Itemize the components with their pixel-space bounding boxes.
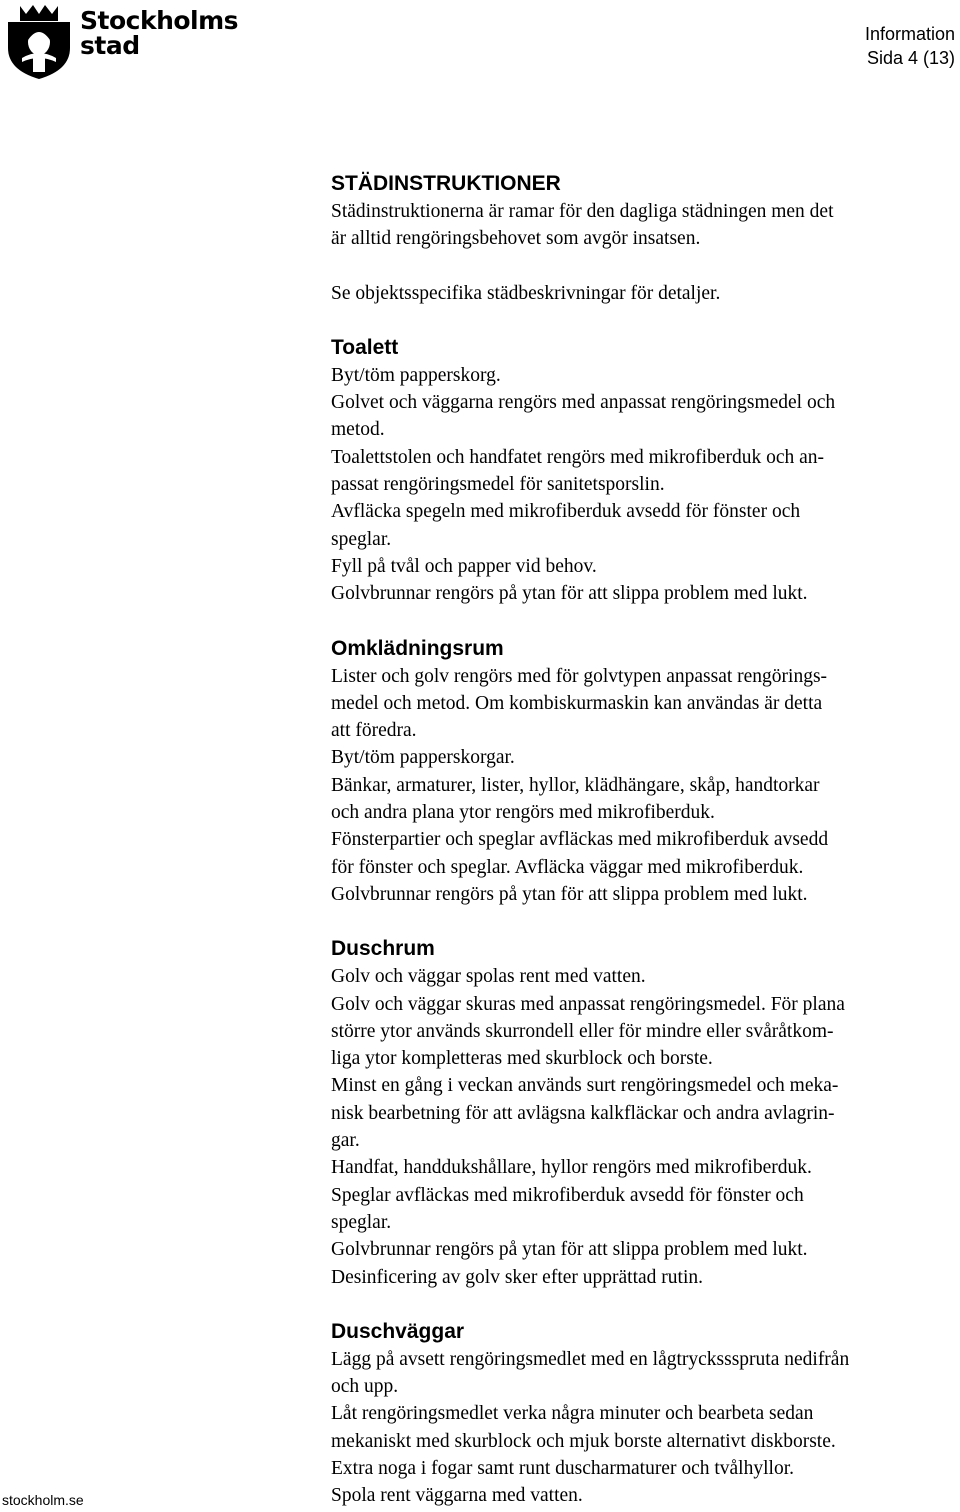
section-line: speglar. <box>331 528 392 550</box>
section-line: Bänkar, armaturer, lister, hyllor, klädhängare, skåp, handtorkar <box>331 774 820 796</box>
section-line: och andra plana ytor rengörs med mikrofiberduk. <box>331 802 715 824</box>
section-line: metod. <box>331 419 385 441</box>
section-line: Fyll på tvål och papper vid behov. <box>331 555 597 577</box>
logo-wordmark <box>80 8 238 58</box>
section-line: Byt/töm papperskorg. <box>331 364 501 386</box>
section-line: Toalettstolen och handfatet rengörs med mikrofiberduk och an- <box>331 446 825 468</box>
section-line: Golvbrunnar rengörs på ytan för att slippa problem med lukt. <box>331 1239 808 1261</box>
section-line: Desinficering av golv sker efter upprättad rutin. <box>331 1266 703 1288</box>
logo-line-1: Stockholms <box>80 6 239 35</box>
main-title: STÄDINSTRUKTIONER <box>331 172 561 195</box>
section-duschrum <box>331 935 951 1318</box>
footer-site: stockholm.se <box>2 1492 84 1508</box>
section-toalett <box>331 334 951 635</box>
logo-line-2: stad <box>80 31 140 60</box>
page-number: Sida 4 (13) <box>866 48 955 68</box>
section-omkladningsrum <box>331 635 951 936</box>
section-line: Extra noga i fogar samt runt duscharmaturer och tvålhyllor. <box>331 1457 794 1479</box>
section-line: medel och metod. Om kombiskurmaskin kan användas är detta <box>331 692 823 714</box>
section-line: gar. <box>331 1130 360 1152</box>
section-line: mekaniskt med skurblock och mjuk borste alternativt diskborste. <box>331 1430 836 1452</box>
stockholms-stad-logo <box>6 2 246 80</box>
section-line: Byt/töm papperskorgar. <box>331 747 515 769</box>
section-line: passat rengöringsmedel för sanitetsporslin. <box>331 474 665 496</box>
section-title: Omklädningsrum <box>331 636 504 660</box>
section-line: Spola rent väggarna med vatten. <box>331 1485 583 1507</box>
section-line: Golvet och väggarna rengörs med anpassat rengöringsmedel och <box>331 392 836 414</box>
section-line: Golv och väggar skuras med anpassat rengöringsmedel. För plana <box>331 993 845 1015</box>
section-line: Låt rengöringsmedlet verka några minuter och bearbeta sedan <box>331 1403 814 1425</box>
document-body <box>331 170 951 1510</box>
section-line: Avfläcka spegeln med mikrofiberduk avsedd för fönster och <box>331 501 801 523</box>
section-line: att föredra. <box>331 720 417 742</box>
section-line: Fönsterpartier och speglar avfläckas med mikrofiberduk avsedd <box>331 829 829 851</box>
intro-section <box>331 170 951 334</box>
section-title: Duschväggar <box>331 1319 465 1343</box>
section-line: Lägg på avsett rengöringsmedlet med en lågtryckssspruta nedifrån <box>331 1348 850 1370</box>
section-line: och upp. <box>331 1376 399 1398</box>
intro-note: Se objektsspecifika städbeskrivningar för detaljer. <box>331 282 721 304</box>
city-crest-icon <box>6 2 72 80</box>
intro-line: är alltid rengöringsbehovet som avgör insatsen. <box>331 228 701 250</box>
section-line: speglar. <box>331 1211 392 1233</box>
section-line: Golvbrunnar rengörs på ytan för att slippa problem med lukt. <box>331 883 808 905</box>
section-line: Golvbrunnar rengörs på ytan för att slippa problem med lukt. <box>331 583 808 605</box>
section-line: Speglar avfläckas med mikrofiberduk avsedd för fönster och <box>331 1184 804 1206</box>
section-duschvaggar <box>331 1318 951 1510</box>
section-title: Duschrum <box>331 937 435 961</box>
section-line: liga ytor kompletteras med skurblock och borste. <box>331 1048 713 1070</box>
section-line: Handfat, handdukshållare, hyllor rengörs med mikrofiberduk. <box>331 1157 812 1179</box>
page-header-info <box>865 22 955 70</box>
section-title: Toalett <box>331 335 399 359</box>
intro-line: Städinstruktionerna är ramar för den dagliga städningen men det <box>331 201 834 222</box>
section-line: Lister och golv rengörs med för golvtypen anpassat rengörings- <box>331 665 828 687</box>
section-line: för fönster och speglar. Avfläcka väggar med mikrofiberduk. <box>331 856 804 878</box>
section-line: större ytor används skurrondell eller för mindre eller svåråtkom- <box>331 1020 834 1042</box>
section-line: nisk bearbetning för att avlägsna kalkfläckar och andra avlagrin- <box>331 1102 835 1124</box>
section-line: Golv och väggar spolas rent med vatten. <box>331 966 646 988</box>
document-type: Information <box>864 24 955 44</box>
section-line: Minst en gång i veckan används surt rengöringsmedel och meka- <box>331 1075 839 1097</box>
